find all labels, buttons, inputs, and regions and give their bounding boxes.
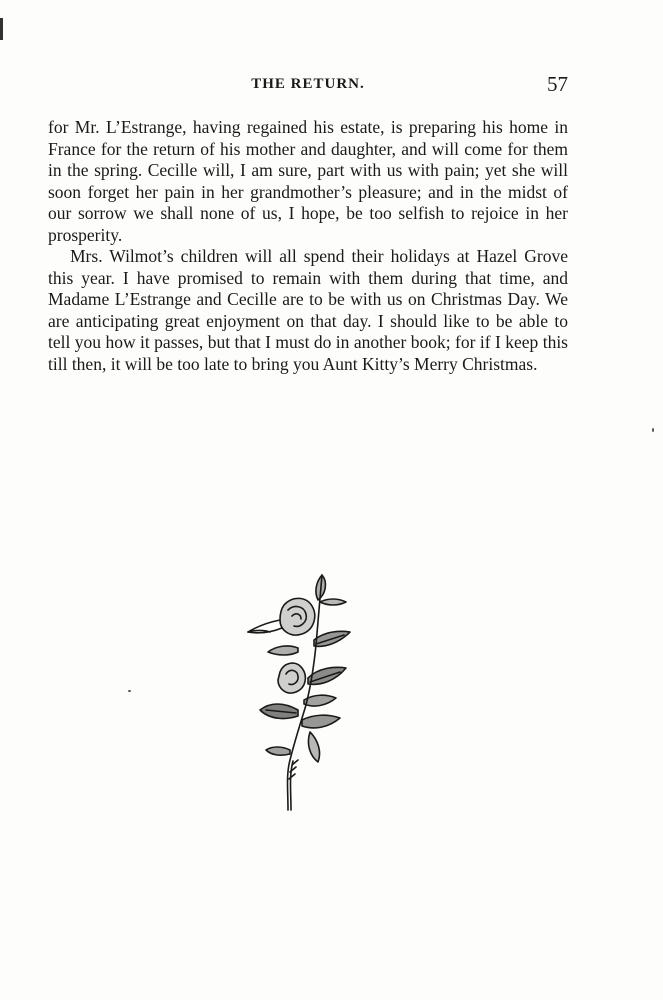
chapter-title: THE RETURN. — [251, 76, 365, 92]
page-number: 57 — [547, 72, 568, 96]
paragraph-1: for Mr. L’Estrange, having regained his estate, is preparing his home in France for the return of his mother and daughter, and will come for them in the spring. Cecille will, I am sure, part with us with pain; yet she will soon forget her pain in her grandmother’s pleasure; and in the midst of our sorrow we shall none of us, I hope, be too selfish to rejoice in her prosperity. — [48, 117, 568, 245]
running-head — [48, 74, 568, 98]
paper-speck — [652, 428, 654, 432]
page-edge-mark — [0, 18, 3, 40]
body-text — [48, 117, 568, 375]
paper-speck — [128, 690, 131, 692]
paragraph-2: Mrs. Wilmot’s children will all spend their holidays at Hazel Grove this year. I have promised to remain with them during that time, and Madame L’Estrange and Cecille are to be with us on Christmas Day. We are anticipating great enjoyment on that day. I should like to be able to tell you how it passes, but that I must do in another book; for if I keep this till then, it will be too late to bring you Aunt Kitty’s Merry Christmas. — [48, 246, 568, 374]
rose-sprig-engraving-icon — [240, 560, 360, 820]
